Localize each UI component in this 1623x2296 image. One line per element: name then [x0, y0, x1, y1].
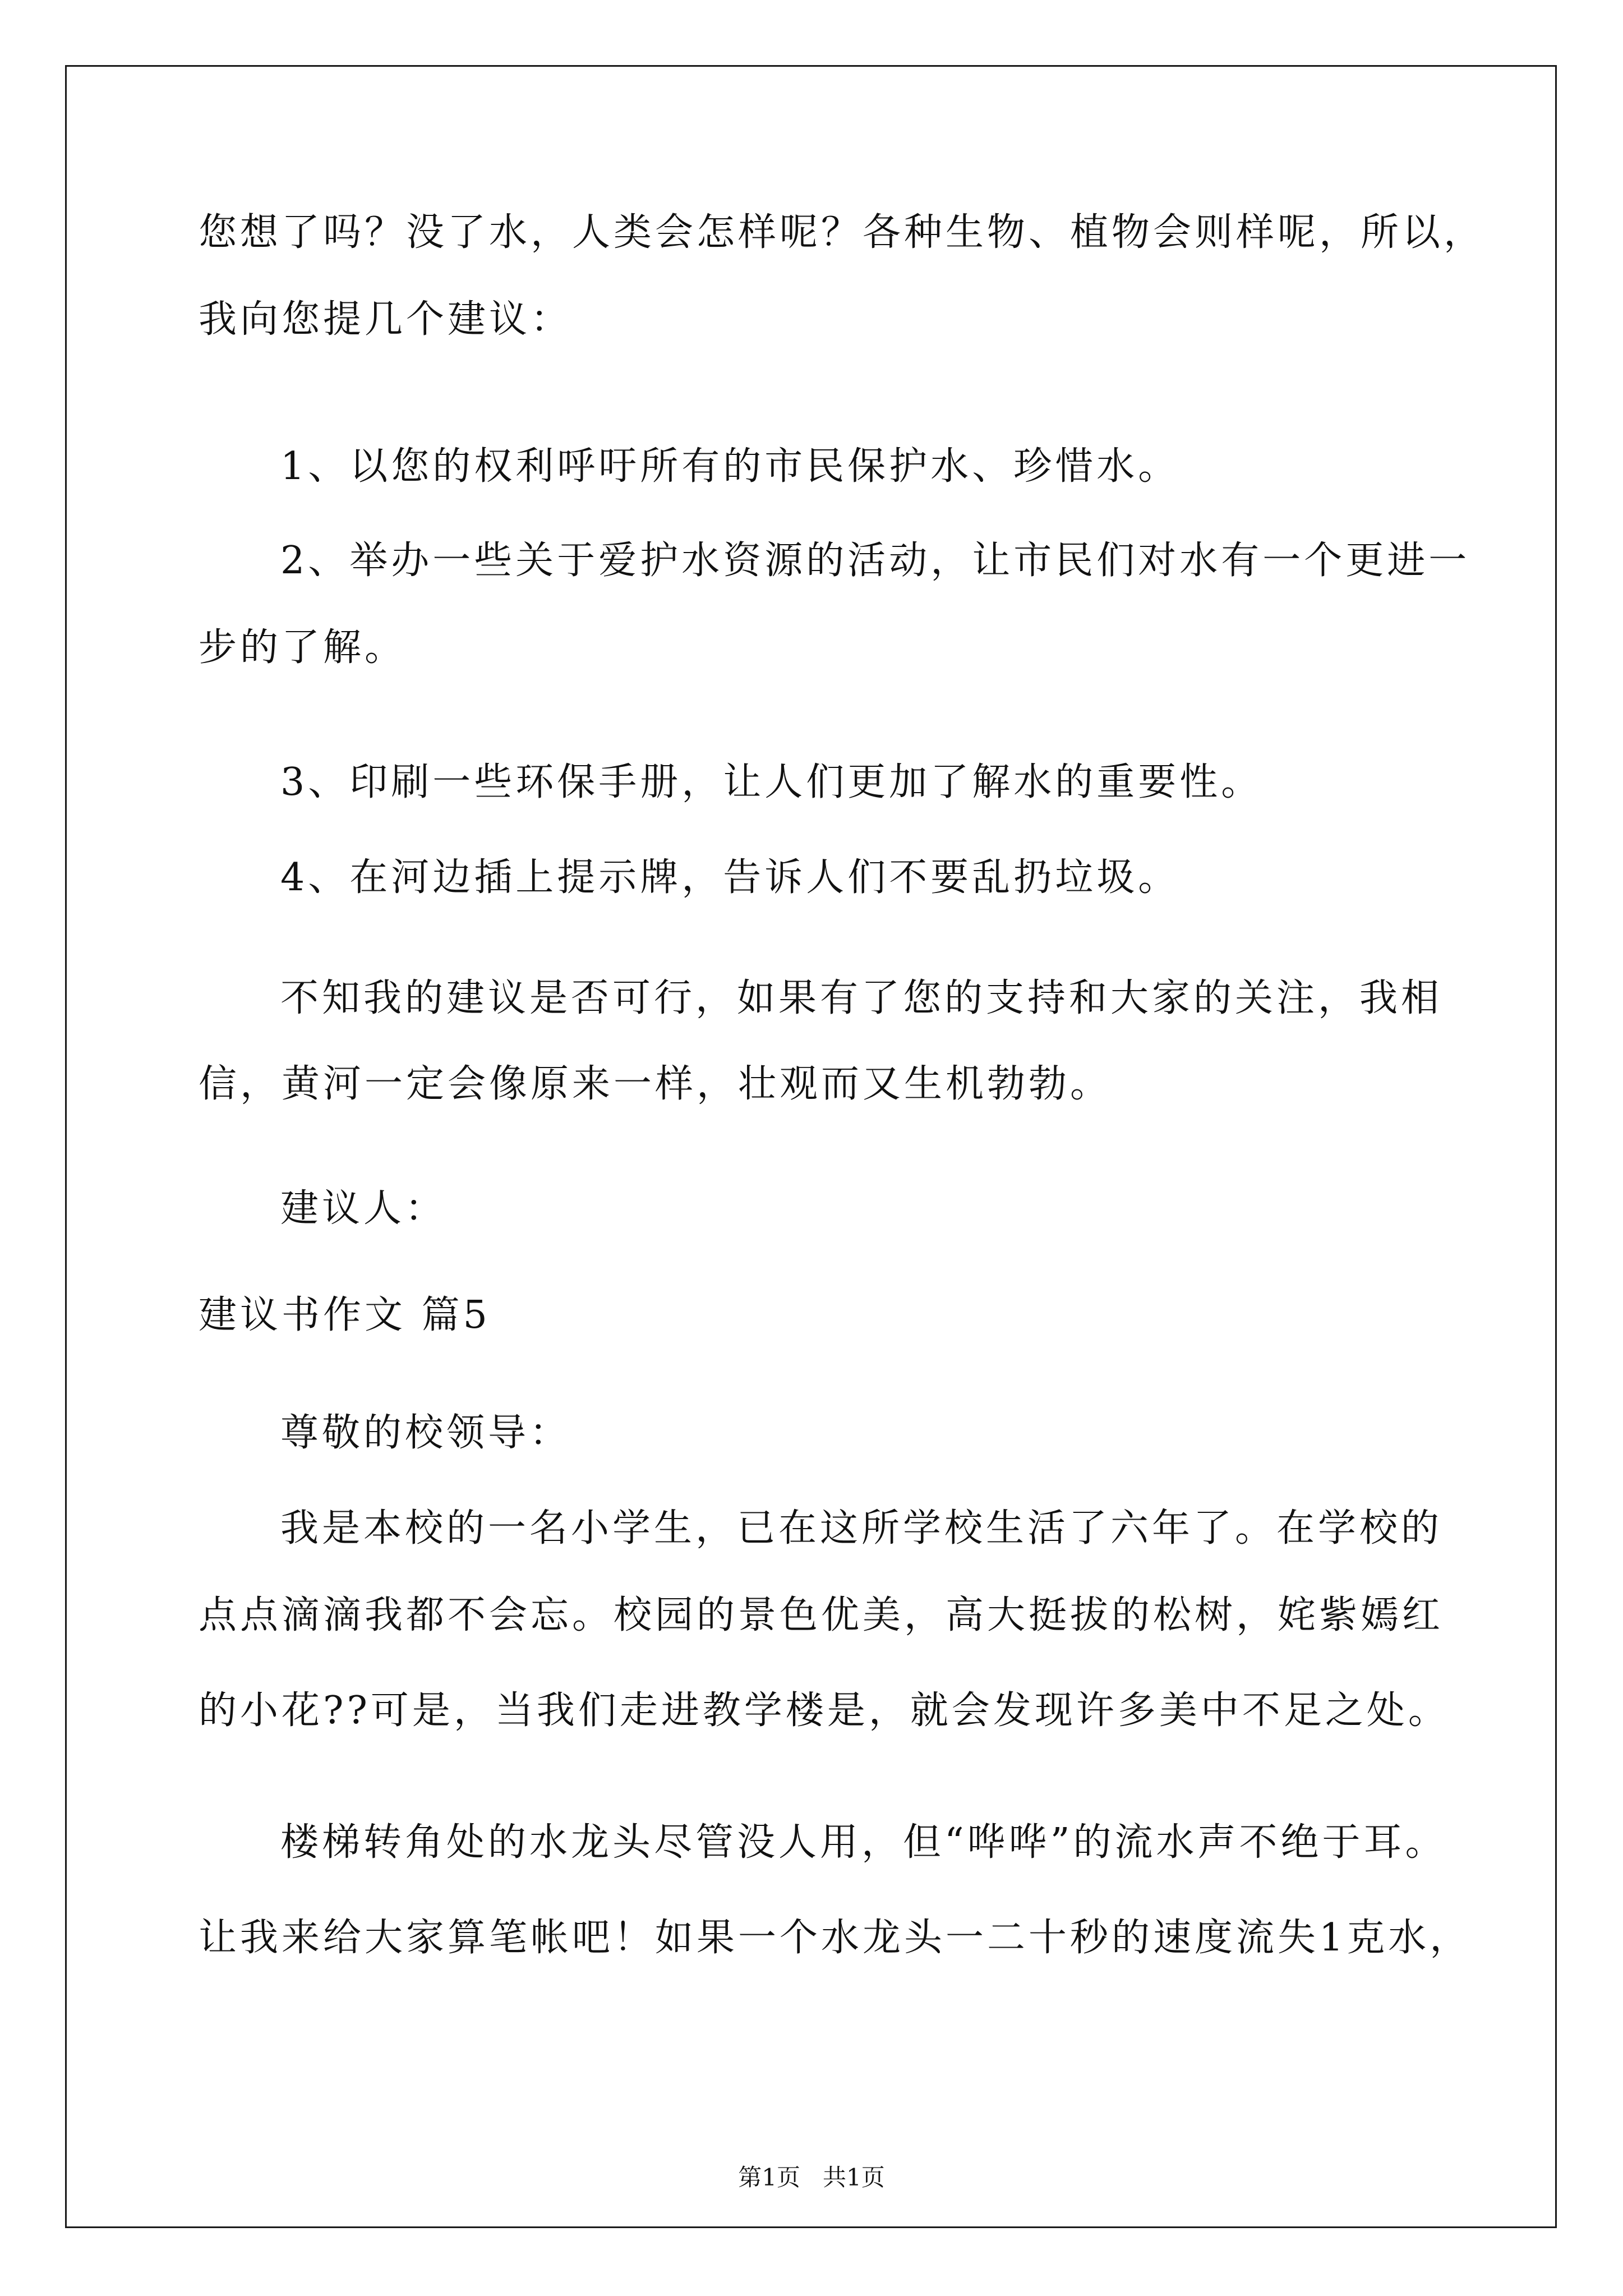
- list-item-3: 3、印刷一些环保手册，让人们更加了解水的重要性。: [280, 760, 1263, 804]
- section-title: 建议书作文 篇5: [199, 1293, 491, 1337]
- list-item-2-continued: 步的了解。: [199, 625, 407, 670]
- list-item-2: 2、举办一些关于爱护水资源的活动，让市民们对水有一个更进一: [280, 539, 1470, 583]
- list-item-1: 1、以您的权利呼吁所有的市民保护水、珍惜水。: [280, 444, 1180, 489]
- closing-paragraph: 不知我的建议是否可行，如果有了您的支持和大家的关注，我相: [280, 976, 1443, 1020]
- paragraph-line: 我向您提几个建议：: [199, 297, 573, 342]
- body-paragraph-2-line-2: 让我来给大家算笔帐吧！如果一个水龙头一二十秒的速度流失1克水，: [199, 1916, 1472, 1960]
- signature-label: 建议人：: [280, 1186, 447, 1231]
- closing-paragraph-continued: 信，黄河一定会像原来一样，壮观而又生机勃勃。: [199, 1062, 1112, 1106]
- page-border: [65, 65, 1557, 2228]
- body-paragraph-1: 我是本校的一名小学生，已在这所学校生活了六年了。在学校的: [280, 1506, 1443, 1550]
- salutation: 尊敬的校领导：: [280, 1411, 571, 1455]
- paragraph-line: 您想了吗？没了水，人类会怎样呢？各种生物、植物会则样呢，所以，: [199, 210, 1486, 255]
- body-paragraph-1-line-3: 的小花??可是，当我们走进教学楼是，就会发现许多美中不足之处。: [199, 1688, 1450, 1733]
- body-paragraph-1-line-2: 点点滴滴我都不会忘。校园的景色优美，高大挺拔的松树，姹紫嫣红: [199, 1593, 1444, 1637]
- list-item-4: 4、在河边插上提示牌，告诉人们不要乱扔垃圾。: [280, 855, 1180, 900]
- page-footer: 第1页 共1页: [738, 2164, 885, 2191]
- body-paragraph-2: 楼梯转角处的水龙头尽管没人用，但“哗哗”的流水声不绝于耳。: [280, 1820, 1447, 1865]
